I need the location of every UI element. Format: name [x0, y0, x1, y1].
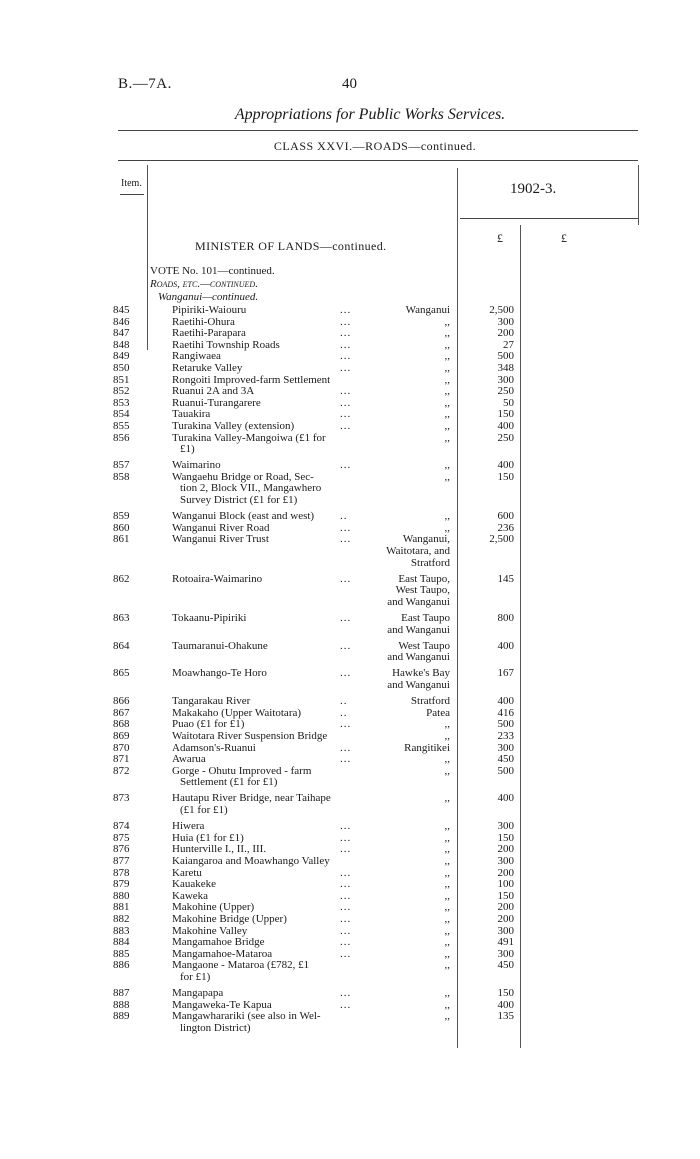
amount: 400	[497, 792, 514, 805]
amount: 400	[497, 420, 514, 432]
table-row	[0, 936, 700, 948]
item-description: for £1)	[180, 970, 211, 983]
item-number: 871	[113, 753, 130, 766]
amount: 150	[497, 831, 514, 844]
document-reference: B.—7A.	[118, 76, 172, 92]
item-number: 846	[113, 315, 130, 328]
leader-dots: ...	[340, 820, 352, 833]
item-number: 859	[113, 510, 130, 523]
electoral-district: ,,	[444, 998, 450, 1011]
amount: 300	[497, 947, 514, 960]
electoral-district: ,,	[444, 820, 450, 833]
pound-sign-1: £	[497, 231, 503, 245]
item-description: Hunterville I., II., III.	[172, 843, 267, 856]
table-row	[0, 959, 700, 982]
item-number: 857	[113, 459, 130, 472]
electoral-district: ,,	[444, 889, 450, 902]
item-description: Mangawharariki (see also in Wel-	[172, 1010, 321, 1023]
electoral-district: ,,	[444, 987, 450, 999]
item-header-underline	[120, 194, 144, 195]
amount: 200	[497, 843, 514, 856]
electoral-district: ,,	[444, 912, 450, 925]
electoral-district: Stratford	[410, 556, 450, 569]
item-description: (£1 for £1)	[180, 803, 228, 816]
amount: 200	[497, 866, 514, 879]
item-description: Raetihi Township Roads	[172, 338, 280, 351]
table-row	[0, 695, 700, 707]
item-description: Adamson's-Ruanui	[172, 741, 256, 754]
item-number: 862	[113, 572, 130, 585]
leader-dots: ...	[340, 843, 352, 856]
region-subheading: Wanganui—continued.	[158, 291, 259, 303]
electoral-district: ,,	[444, 396, 450, 409]
item-description: Mangamahoe Bridge	[172, 936, 265, 949]
item-description: Ruanui 2A and 3A	[172, 385, 255, 398]
table-row	[0, 753, 700, 765]
table-row	[0, 878, 700, 890]
item-description: £1)	[180, 443, 195, 456]
item-number: 889	[113, 1010, 130, 1023]
table-row	[0, 459, 700, 471]
leader-dots: ...	[340, 396, 352, 409]
amount: 200	[497, 327, 514, 340]
table-row	[0, 832, 700, 844]
item-number: 853	[113, 396, 130, 409]
item-description: Mangapapa	[172, 987, 224, 999]
item-number: 851	[113, 373, 130, 386]
table-row	[0, 339, 700, 351]
item-description: Waitotara River Suspension Bridge	[172, 729, 328, 742]
electoral-district: ,,	[444, 459, 450, 472]
table-row	[0, 792, 700, 815]
table-row	[0, 820, 700, 832]
item-description: Tauakira	[172, 408, 211, 421]
item-number: 881	[113, 901, 130, 914]
item-description: Kaweka	[172, 889, 209, 902]
item-number: 885	[113, 947, 130, 960]
leader-dots: ...	[340, 639, 352, 652]
item-number: 848	[113, 338, 130, 351]
leader-dots: ...	[340, 304, 352, 316]
leader-dots: ...	[340, 362, 352, 374]
amount: 500	[497, 350, 514, 363]
leader-dots: ...	[340, 385, 352, 398]
leader-dots: ...	[340, 987, 352, 999]
item-number: 873	[113, 792, 130, 805]
page-title: Appropriations for Public Works Services.	[234, 106, 506, 123]
table-row	[0, 327, 700, 339]
leader-dots: ...	[340, 338, 352, 351]
electoral-district: ,,	[444, 350, 450, 363]
amount: 135	[497, 1010, 514, 1023]
electoral-district: Hawke's Bay	[392, 667, 450, 680]
amount: 250	[497, 385, 514, 398]
electoral-district: ,,	[444, 901, 450, 914]
electoral-district: ,,	[444, 1010, 450, 1023]
item-description: Rotoaira-Waimarino	[172, 572, 263, 585]
leader-dots: ...	[340, 612, 352, 624]
amount: 348	[497, 362, 514, 374]
item-number: 879	[113, 878, 130, 891]
item-number: 865	[113, 667, 130, 680]
table-row	[0, 471, 700, 506]
item-description: Tokaanu-Pipiriki	[172, 612, 247, 624]
amount: 800	[497, 612, 514, 624]
leader-dots: ..	[340, 510, 348, 523]
item-number: 863	[113, 612, 130, 624]
item-description: Wanganui River Trust	[172, 533, 269, 546]
electoral-district: East Taupo,	[398, 572, 450, 585]
electoral-district: ,,	[444, 362, 450, 374]
table-row	[0, 730, 700, 742]
item-description: Wanganui River Road	[172, 521, 270, 534]
item-number: 874	[113, 820, 130, 833]
amount: 400	[497, 998, 514, 1011]
item-description: Mangaone - Mataroa (£782, £1	[172, 959, 310, 972]
leader-dots: ...	[340, 521, 352, 534]
amount: 400	[497, 639, 514, 652]
leader-dots: ...	[340, 936, 352, 949]
item-description: Makohine Bridge (Upper)	[172, 912, 287, 925]
item-description: Turakina Valley-Mangoiwa (£1 for	[172, 431, 326, 444]
electoral-district: ,,	[444, 470, 450, 483]
amount: 100	[497, 878, 514, 891]
item-description: Moawhango-Te Horo	[172, 667, 267, 680]
amount: 150	[497, 470, 514, 483]
header-rule	[118, 160, 638, 161]
item-description: Kauakeke	[172, 878, 216, 891]
table-row	[0, 999, 700, 1011]
electoral-district: ,,	[444, 729, 450, 742]
electoral-district: ,,	[444, 753, 450, 766]
item-description: Gorge - Ohutu Improved - farm	[172, 764, 312, 777]
right-column-divider	[638, 165, 639, 225]
item-number: 852	[113, 385, 130, 398]
item-description: Huia (£1 for £1)	[172, 831, 244, 844]
item-description: Retaruke Valley	[172, 362, 243, 374]
item-description: Makohine (Upper)	[172, 901, 255, 914]
leader-dots: ...	[340, 741, 352, 754]
electoral-district: Stratford	[410, 695, 450, 708]
table-row	[0, 867, 700, 879]
item-description: Makakaho (Upper Waitotara)	[172, 706, 302, 719]
item-number: 849	[113, 350, 130, 363]
electoral-district: ,,	[444, 718, 450, 731]
item-description: Kaiangaroa and Moawhango Valley	[172, 854, 330, 867]
electoral-district: ,,	[444, 385, 450, 398]
pound-sign-2: £	[561, 231, 567, 245]
item-number: 858	[113, 470, 130, 483]
item-description: Awarua	[172, 753, 206, 766]
amount: 300	[497, 315, 514, 328]
class-title: CLASS XXVI.—ROADS—continued.	[273, 139, 477, 153]
item-column-header: Item.	[121, 178, 142, 189]
amount: 300	[497, 741, 514, 754]
item-description: Makohine Valley	[172, 924, 248, 937]
amount: 236	[497, 521, 514, 534]
item-number: 888	[113, 998, 130, 1011]
table-row	[0, 350, 700, 362]
item-number: 847	[113, 327, 130, 340]
electoral-district: ,,	[444, 521, 450, 534]
amount: 416	[497, 706, 514, 719]
electoral-district: West Taupo,	[395, 584, 450, 597]
leader-dots: ...	[340, 912, 352, 925]
amount: 400	[497, 695, 514, 708]
item-number: 887	[113, 987, 130, 999]
item-description: Mangamahoe-Mataroa	[172, 947, 273, 960]
item-number: 876	[113, 843, 130, 856]
electoral-district: ,,	[444, 843, 450, 856]
item-number: 872	[113, 764, 130, 777]
item-number: 860	[113, 521, 130, 534]
electoral-district: and Wanganui	[387, 623, 450, 636]
item-description: lington District)	[180, 1021, 251, 1034]
table-row	[0, 573, 700, 608]
item-number: 850	[113, 362, 130, 374]
item-number: 875	[113, 831, 130, 844]
table-row	[0, 718, 700, 730]
table-row	[0, 420, 700, 432]
item-description: Raetihi-Ohura	[172, 315, 235, 328]
item-number: 882	[113, 912, 130, 925]
table-row	[0, 316, 700, 328]
leader-dots: ...	[340, 889, 352, 902]
amount: 250	[497, 431, 514, 444]
leader-dots: ...	[340, 533, 352, 546]
item-description: tion 2, Block VII., Mangawhero	[180, 482, 322, 495]
table-row	[0, 667, 700, 690]
electoral-district: ,,	[444, 764, 450, 777]
item-number: 877	[113, 854, 130, 867]
table-row	[0, 742, 700, 754]
item-description: Survey District (£1 for £1)	[180, 494, 298, 507]
table-row	[0, 432, 700, 455]
item-description: Taumaranui-Ohakune	[172, 639, 268, 652]
table-row	[0, 408, 700, 420]
year-header: 1902-3.	[510, 181, 557, 197]
item-description: Mangaweka-Te Kapua	[172, 998, 272, 1011]
table-row	[0, 843, 700, 855]
leader-dots: ...	[340, 753, 352, 766]
table-row	[0, 640, 700, 663]
amount: 2,500	[489, 304, 514, 316]
electoral-district: ,,	[444, 420, 450, 432]
table-row	[0, 304, 700, 316]
leader-dots: ...	[340, 947, 352, 960]
item-description: Puao (£1 for £1)	[172, 718, 245, 731]
amount: 300	[497, 854, 514, 867]
item-description: Pipiriki-Waiouru	[172, 304, 247, 316]
electoral-district: and Wanganui	[387, 678, 450, 691]
electoral-district: ,,	[444, 866, 450, 879]
table-row	[0, 948, 700, 960]
item-description: Settlement (£1 for £1)	[180, 776, 278, 789]
table-row	[0, 362, 700, 374]
table-row	[0, 1010, 700, 1033]
electoral-district: ,,	[444, 510, 450, 523]
electoral-district: Wanganui	[405, 304, 450, 316]
amount: 27	[503, 338, 514, 351]
item-number: 866	[113, 695, 130, 708]
table-row	[0, 925, 700, 937]
amount: 300	[497, 820, 514, 833]
leader-dots: ...	[340, 327, 352, 340]
electoral-district: ,,	[444, 924, 450, 937]
amount: 300	[497, 924, 514, 937]
electoral-district: ,,	[444, 831, 450, 844]
electoral-district: and Wanganui	[387, 595, 450, 608]
year-rule	[460, 218, 638, 219]
item-description: Wangaehu Bridge or Road, Sec-	[172, 470, 314, 483]
item-number: 856	[113, 431, 130, 444]
table-row	[0, 397, 700, 409]
item-description: Wanganui Block (east and west)	[172, 510, 315, 523]
item-description: Hiwera	[172, 820, 205, 833]
item-description: Karetu	[172, 866, 202, 879]
electoral-district: Wanganui,	[402, 533, 450, 546]
amount: 450	[497, 959, 514, 972]
table-row	[0, 510, 700, 522]
title-rule	[118, 130, 638, 131]
table-row	[0, 855, 700, 867]
amount: 150	[497, 408, 514, 421]
item-number: 864	[113, 639, 130, 652]
vote-heading: VOTE No. 101—continued.	[150, 265, 275, 277]
roads-subheading: Roads, etc.—continued.	[150, 278, 258, 290]
amount: 400	[497, 459, 514, 472]
table-row	[0, 987, 700, 999]
amount: 200	[497, 912, 514, 925]
electoral-district: ,,	[444, 327, 450, 340]
leader-dots: ...	[340, 350, 352, 363]
item-number: 868	[113, 718, 130, 731]
leader-dots: ...	[340, 901, 352, 914]
amount: 500	[497, 718, 514, 731]
amount: 200	[497, 901, 514, 914]
amount: 145	[497, 572, 514, 585]
electoral-district: ,,	[444, 959, 450, 972]
item-description: Turakina Valley (extension)	[172, 420, 295, 432]
leader-dots: ...	[340, 315, 352, 328]
electoral-district: ,,	[444, 408, 450, 421]
table-row	[0, 707, 700, 719]
amount: 150	[497, 987, 514, 999]
amount: 500	[497, 764, 514, 777]
table-row	[0, 374, 700, 386]
item-description: Ruanui-Turangarere	[172, 396, 261, 409]
table-row	[0, 913, 700, 925]
electoral-district: ,,	[444, 338, 450, 351]
leader-dots: ...	[340, 572, 352, 585]
leader-dots: ...	[340, 718, 352, 731]
leader-dots: ...	[340, 998, 352, 1011]
item-number: 886	[113, 959, 130, 972]
amount: 600	[497, 510, 514, 523]
item-description: Raetihi-Parapara	[172, 327, 246, 340]
electoral-district: Waitotara, and	[386, 544, 450, 557]
amount: 2,500	[489, 533, 514, 546]
electoral-district: Rangitikei	[404, 741, 450, 754]
item-description: Tangarakau River	[172, 695, 251, 708]
electoral-district: ,,	[444, 936, 450, 949]
item-number: 854	[113, 408, 130, 421]
electoral-district: ,,	[444, 878, 450, 891]
table-row	[0, 533, 700, 568]
amount: 50	[503, 396, 514, 409]
table-row	[0, 522, 700, 534]
leader-dots: ...	[340, 459, 352, 472]
amount: 233	[497, 729, 514, 742]
amount: 450	[497, 753, 514, 766]
table-row	[0, 612, 700, 635]
electoral-district: ,,	[444, 431, 450, 444]
item-number: 867	[113, 706, 130, 719]
item-number: 861	[113, 533, 130, 546]
table-row	[0, 765, 700, 788]
item-number: 845	[113, 304, 130, 316]
item-description: Waimarino	[172, 459, 221, 472]
item-number: 869	[113, 729, 130, 742]
electoral-district: and Wanganui	[387, 651, 450, 664]
item-number: 878	[113, 866, 130, 879]
item-number: 883	[113, 924, 130, 937]
leader-dots: ...	[340, 924, 352, 937]
item-number: 884	[113, 936, 130, 949]
page-number: 40	[342, 76, 357, 92]
item-description: Rongoiti Improved-farm Settlement	[172, 373, 331, 386]
electoral-district: West Taupo	[398, 639, 450, 652]
amount: 491	[497, 936, 514, 949]
electoral-district: East Taupo	[401, 612, 450, 624]
item-number: 880	[113, 889, 130, 902]
table-row	[0, 385, 700, 397]
leader-dots: ...	[340, 866, 352, 879]
leader-dots: ..	[340, 706, 348, 719]
leader-dots: ...	[340, 408, 352, 421]
table-row	[0, 901, 700, 913]
leader-dots: ...	[340, 878, 352, 891]
item-description: Rangiwaea	[172, 350, 221, 363]
electoral-district: Patea	[426, 706, 450, 719]
item-number: 855	[113, 420, 130, 432]
electoral-district: ,,	[444, 373, 450, 386]
electoral-district: ,,	[444, 854, 450, 867]
electoral-district: ,,	[444, 947, 450, 960]
amount: 300	[497, 373, 514, 386]
leader-dots: ...	[340, 831, 352, 844]
leader-dots: ...	[340, 420, 352, 432]
electoral-district: ,,	[444, 315, 450, 328]
leader-dots: ...	[340, 667, 352, 680]
leader-dots: ..	[340, 695, 348, 708]
electoral-district: ,,	[444, 792, 450, 805]
item-description: Hautapu River Bridge, near Taihape	[172, 792, 331, 805]
amount: 167	[497, 667, 514, 680]
amount: 150	[497, 889, 514, 902]
table-row	[0, 890, 700, 902]
section-heading: MINISTER OF LANDS—continued.	[195, 239, 387, 253]
item-number: 870	[113, 741, 130, 754]
